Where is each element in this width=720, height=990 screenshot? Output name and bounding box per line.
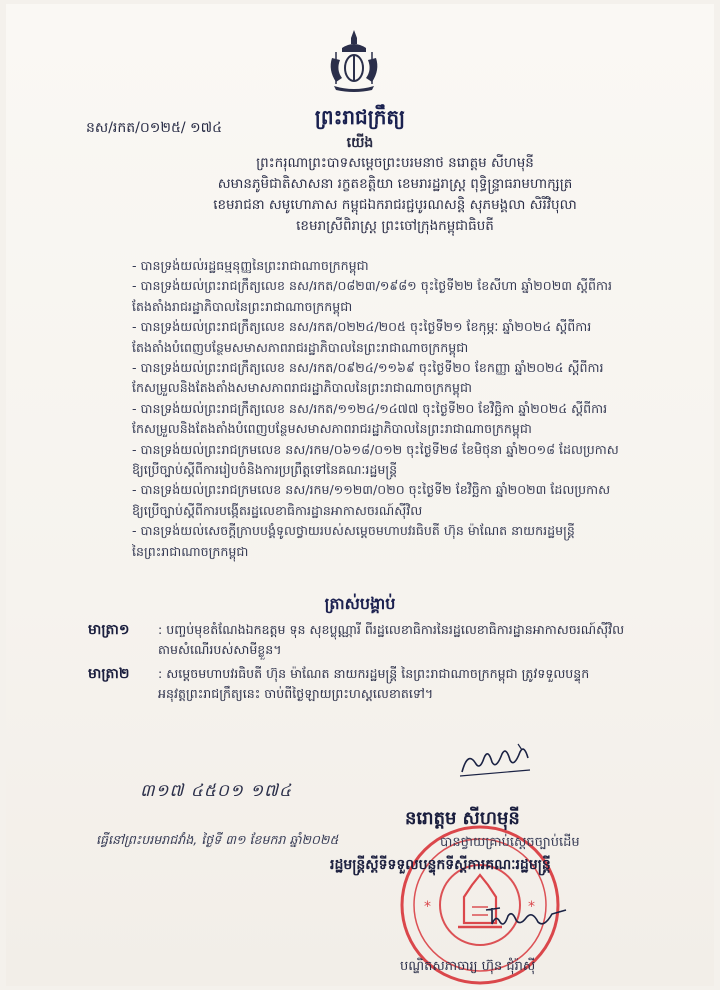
article-text: : បញ្ចប់មុខតំណែងឯកឧត្ដម ទុន សុខប្លុណ្ណារី ពីរដ្ឋលេខាធិការនៃរដ្ឋលេខាធិការដ្ឋានអាកាសចរណ៍ស៊ីវិល <box>158 622 625 637</box>
deputy-prime-minister-name: បណ្ឌិតសភាចារ្យ ហ៊ុន ជុំរ៉ាស៊ី <box>400 959 536 974</box>
recital-item <box>132 480 652 521</box>
article-text: អនុវត្តព្រះរាជក្រឹត្យនេះ ចាប់ពីថ្ងៃឡាយព្រះហស្តលេខាតទៅ។ <box>158 686 434 701</box>
royal-coat-of-arms-icon <box>322 28 386 94</box>
article-1 <box>88 620 648 660</box>
recital-line: - បានទ្រង់យល់រដ្ឋធម្មនុញ្ញនៃព្រះរាជាណាចក្រកម្ពុជា <box>132 258 369 273</box>
recital-line: តែងតាំងរាជរដ្ឋាភិបាលនៃព្រះរាជាណាចក្រកម្ពុជា <box>132 298 353 314</box>
article-label: មាត្រា១ <box>88 622 130 638</box>
recital-line: កែសម្រួលនិងតែងតាំងសមាសភាពរាជរដ្ឋាភិបាលនៃព្រះរាជាណាចក្រកម្ពុជា <box>132 380 472 396</box>
signatory-certification: បានថ្វាយគ្រាប់ស្ដេចច្បាប់ដើម <box>440 835 580 850</box>
recital-line: កែសម្រួលនិងតែងតាំងបំពេញបន្ថែមសមាសភាពរាជរដ្ឋាភិបាលនៃព្រះរាជាណាចក្រកម្ពុជា <box>132 421 532 437</box>
article-2 <box>88 664 648 704</box>
svg-text:*: * <box>424 899 431 915</box>
recital-line: - បានទ្រង់យល់ព្រះរាជក្រមលេខ នស/រកម/០៦១៨/០១២ ចុះថ្ងៃទី២៨ ខែមិថុនា ឆ្នាំ២០១៨ ដែលប្រកាស <box>132 441 619 457</box>
document-title: ព្រះរាជក្រឹត្យ <box>314 105 406 129</box>
signatory-title: រដ្ឋមន្ត្រីស្ដីទីទទួលបន្ទុកទីស្ដីការគណៈរដ្ឋមន្ត្រី <box>330 857 551 873</box>
recital-line: តែងតាំងបំពេញបន្ថែមសមាសភាពរាជរដ្ឋាភិបាលនៃព្រះរាជាណាចក្រកម្ពុជា <box>132 339 469 355</box>
yeung-heading: យើង <box>346 135 374 151</box>
preamble-line: ខេមរាស្រីពិរាស្ដ្រ ព្រះចៅក្រុងកម្ពុជាធិបតី <box>296 218 494 234</box>
svg-text:*: * <box>528 899 535 915</box>
royal-signature-icon <box>458 740 538 780</box>
recital-item <box>132 440 652 481</box>
royal-preamble <box>160 153 630 237</box>
preamble-line: ព្រះករុណាព្រះបាទសម្ដេចព្រះបរមនាថ នរោត្តម សីហមុនី <box>256 155 534 171</box>
recital-line: ឱ្យប្រើច្បាប់ស្ដីពីការរៀបចំនិងការប្រព្រឹត្តទៅនៃគណៈរដ្ឋមន្ត្រី <box>132 462 398 478</box>
recital-line: - បានទ្រង់យល់ព្រះរាជក្រមលេខ នស/រកម/១១២៣/០២០ ចុះថ្ងៃទី២ ខែវិច្ឆិកា ឆ្នាំ២០២៣ ដែលប្រកាស <box>132 482 611 498</box>
recital-item <box>132 276 652 317</box>
preamble-line: សមានភូមិជាតិសាសនា រក្ខតខត្តិយា ខេមរារដ្ឋរាស្ដ្រ ពុទ្ធិន្រ្ទាធរាមហាក្សត្រ <box>217 176 573 192</box>
recital-item <box>132 317 652 358</box>
recital-line: - បានទ្រង់យល់ព្រះរាជក្រឹត្យលេខ នស/រកត/០៨២៣/១៩៨១ ចុះថ្ងៃទី២២ ខែសីហា ឆ្នាំ២០២៣ ស្ដីពីការ <box>132 278 612 294</box>
handwritten-reference: ៣១៧ ៤៥០១ ១៧៤ <box>140 781 292 801</box>
recital-line: - បានទ្រង់យល់ព្រះរាជក្រឹត្យលេខ នស/រកត/១១២៤/១៤៧៧ ចុះថ្ងៃទី២០ ខែវិច្ឆិកា ឆ្នាំ២០២៤ ស្ដីពីការ <box>132 400 608 416</box>
recital-item <box>132 521 652 562</box>
place-and-date: ធ្វើនៅព្រះបរមរាជវាំង, ថ្ងៃទី ៣១ ខែមករា ឆ្នាំ២០២៥ <box>96 832 339 847</box>
recital-item <box>132 358 652 399</box>
recital-item <box>132 256 652 276</box>
article-label: មាត្រា២ <box>88 666 130 682</box>
recital-line: នៃព្រះរាជាណាចក្រកម្ពុជា <box>132 543 249 559</box>
preamble-line: ខេមរាជនា សមូហោភាស កម្ពុជឯករាជរជ្ជបូរណសន្តិ សុភមង្គលា សិរីវិបុលា <box>213 197 577 213</box>
article-text: : សម្ដេចមហាបវរធិបតី ហ៊ុន ម៉ាណែត នាយករដ្ឋមន្ត្រី នៃព្រះរាជាណាចក្រកម្ពុជា ត្រូវទទួលបន្ទុក <box>158 666 590 681</box>
minister-signature-icon <box>482 900 572 932</box>
article-text: តាមសំណើរបស់សាមីខ្លួន។ <box>158 642 282 657</box>
signatory-name: នរោត្តម សីហមុនី <box>405 808 520 829</box>
recital-line: - បានទ្រង់យល់សេចក្ដីក្រាបបង្គំទូលថ្វាយរបស់សម្ដេចមហាបវរធិបតី ហ៊ុន ម៉ាណែត នាយករដ្ឋមន្ត្រី <box>132 523 575 539</box>
recital-line: - បានទ្រង់យល់ព្រះរាជក្រឹត្យលេខ នស/រកត/០២២៤/២០៥ ចុះថ្ងៃទី២១ ខែកុម្ភៈ ឆ្នាំ២០២៤ ស្ដីពីការ <box>132 319 592 335</box>
recitals-list <box>132 256 652 562</box>
decree-reference-number: នស/រកត/០១២៥/ ១៧៤ <box>86 120 223 136</box>
recital-line: - បានទ្រង់យល់ព្រះរាជក្រឹត្យលេខ នស/រកត/០៩២៤/១១៦៩ ចុះថ្ងៃទី២០ ខែកញ្ញា ឆ្នាំ២០២៤ ស្ដីពីការ <box>132 360 604 376</box>
recital-line: ឱ្យប្រើច្បាប់ស្ដីពីការបង្កើតរដ្ឋលេខាធិការដ្ឋានអាកាសចរណ៍ស៊ីវិល <box>132 502 423 518</box>
orders-heading: ត្រាស់បង្គាប់ <box>324 594 396 613</box>
recital-item <box>132 399 652 440</box>
